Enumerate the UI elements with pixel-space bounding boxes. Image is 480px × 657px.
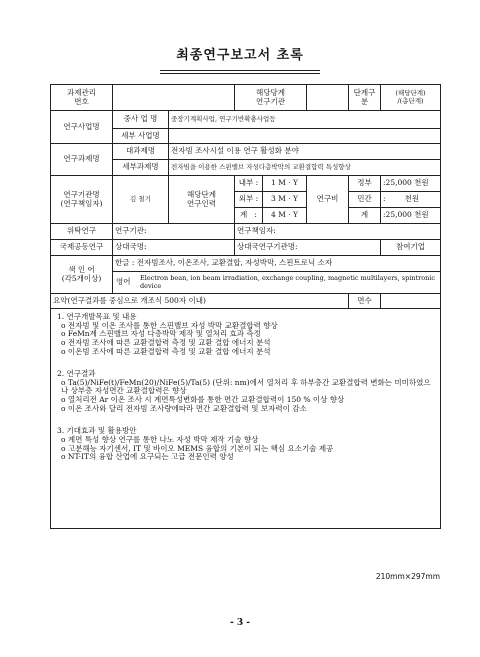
section-title: 1. 연구개발목표 및 내용: [57, 312, 137, 321]
section-objectives: [57, 313, 434, 356]
cost-label: 연구비: [307, 176, 349, 224]
list-item: o 열처리전 Ar 이온 조사 시 계면특성변화를 통한 면간 교환결합력이 150 % 이상 향상: [61, 395, 345, 404]
mid-value: 중장기계획사업, 연구기반확충사업등: [169, 111, 441, 129]
big-task-label: 대과제명: [113, 144, 169, 160]
korean-keywords: 한글 : 전자빔조사, 이온조사, 교환결합, 자성박막, 스핀트로닉 소자: [113, 256, 441, 272]
stage-label: 단계구분: [349, 85, 381, 111]
inner-label: 내부 :: [235, 176, 263, 192]
keyword-label: 색 인 어 (각5개이상): [51, 256, 113, 294]
consign-org: 연구기관:: [113, 224, 235, 240]
detail-task-value: 전자빔을 이용한 스핀밸브 자성다층박막의 교환결합력 특성향상: [169, 160, 441, 176]
gov-value: :25,000 천원: [381, 176, 441, 192]
consign-leader: 연구책임자:: [235, 224, 441, 240]
total-label: 계 :: [235, 208, 263, 224]
consign-label: 위탁연구: [51, 224, 113, 240]
list-item: o NT-IT의 융합 산업에 요구되는 고급 전문인력 양성: [61, 452, 234, 462]
private-label: 민간: [349, 192, 381, 208]
partner-org: 상대국연구기관명:: [235, 240, 381, 256]
english-value: Electron bean, ion beam irradiation, exchange coupling, magnetic multilayers, spintronic device: [140, 275, 436, 290]
title-underline-2: [160, 73, 320, 74]
list-item: o 고분해능 자기센서, IT 및 바이오 MEMS 융합의 기본이 되는 핵심 요소기술 제공: [61, 443, 334, 453]
assign-label: 해당당계 연구기관: [235, 85, 307, 111]
summary-label: 요약(연구결과를 중심으로 개조식 500자 이내): [51, 294, 349, 309]
page-title: 최종연구보고서 초록: [176, 48, 304, 63]
stage-value: (해당단계) /(총단계): [381, 85, 441, 111]
korean-value: 전자빔조사, 이온조사, 교환결합, 자성박막, 스핀트로닉 소자: [136, 258, 333, 268]
list-item: o Ta(5)/NiFe(t)/FeMn(20)/NiFe(5)/Ta(5) (단위: nm)에서 열처리 후 하부층간 교환결합력 변화는 미미하였으나 상부층 자성면간 교환결합력은 향상: [61, 377, 431, 396]
task-no-label: 과제관리 번호: [51, 85, 113, 111]
english-label: 영어: [116, 277, 131, 287]
english-keywords: [113, 272, 441, 294]
inner-value: 1 M · Y: [263, 176, 307, 192]
staff-label: 해당단계 연구인력: [169, 176, 235, 224]
page-count-value: [381, 294, 441, 309]
private-value: : 천원: [381, 192, 441, 208]
paper-size-note: 210mm×297mm: [375, 572, 440, 581]
summary-body: [51, 309, 441, 529]
cost-total-label: 계: [349, 208, 381, 224]
task-no-value: [113, 85, 235, 111]
section-title: 2. 연구결과: [57, 369, 96, 379]
leader-label: 연구기관명 (연구책임자): [51, 176, 113, 224]
list-item: o 이온 조사와 달리 전자빔 조사량에따라 면간 교환결합력 및 보자력이 감소: [61, 403, 307, 413]
gov-label: 정부: [349, 176, 381, 192]
sub-label: 세부 사업명: [113, 129, 169, 144]
title-underline: [160, 70, 320, 71]
abstract-table: [50, 84, 441, 529]
list-item: o 이온빔 조사에 따른 교환결합력 측정 및 교환 결합 에너지 분석: [61, 346, 271, 356]
section-title: 3. 기대효과 및 활용방안: [57, 426, 137, 436]
outer-value: 3 M · Y: [263, 192, 307, 208]
detail-task-label: 세부과제명: [113, 160, 169, 176]
korean-label: 한글: [115, 258, 130, 268]
section-results: [57, 370, 434, 413]
section-expected-effects: [57, 427, 434, 462]
leader-name: 김 철기: [113, 176, 169, 224]
big-task-value: 전자빔 조사시설 이용 연구 활성화 분야: [169, 144, 441, 160]
assign-value: [307, 85, 349, 111]
page-count-label: 면수: [349, 294, 381, 309]
company-label: 참여기업: [381, 240, 441, 256]
mid-label: 중사 업 명: [113, 111, 169, 129]
list-item: o 전자빔 조사에 따른 교환결합력 측정 및 교환 결합 에너지 분석: [61, 337, 271, 347]
partner-country: 상대국명:: [113, 240, 235, 256]
cost-total-value: :25,000 천원: [381, 208, 441, 224]
intl-label: 국제공동연구: [51, 240, 113, 256]
outer-label: 외부 :: [235, 192, 263, 208]
list-item: o 계면 특성 향상 연구를 통한 나노 자성 박막 제작 기술 향상: [61, 434, 259, 444]
sub-value: [169, 129, 441, 144]
task-label: 연구과제명: [51, 144, 113, 176]
list-item: o 전자빔 및 이온 조사를 통한 스핀밸브 자성 박막 교환결합력 향상: [61, 320, 278, 330]
page-number: - 3 -: [230, 618, 250, 628]
total-value: 4 M · Y: [263, 208, 307, 224]
project-label: 연구사업명: [51, 111, 113, 144]
list-item: o FeMn계 스핀밸브 자성 다층박막 제작 및 열처리 효과 측정: [61, 329, 261, 339]
